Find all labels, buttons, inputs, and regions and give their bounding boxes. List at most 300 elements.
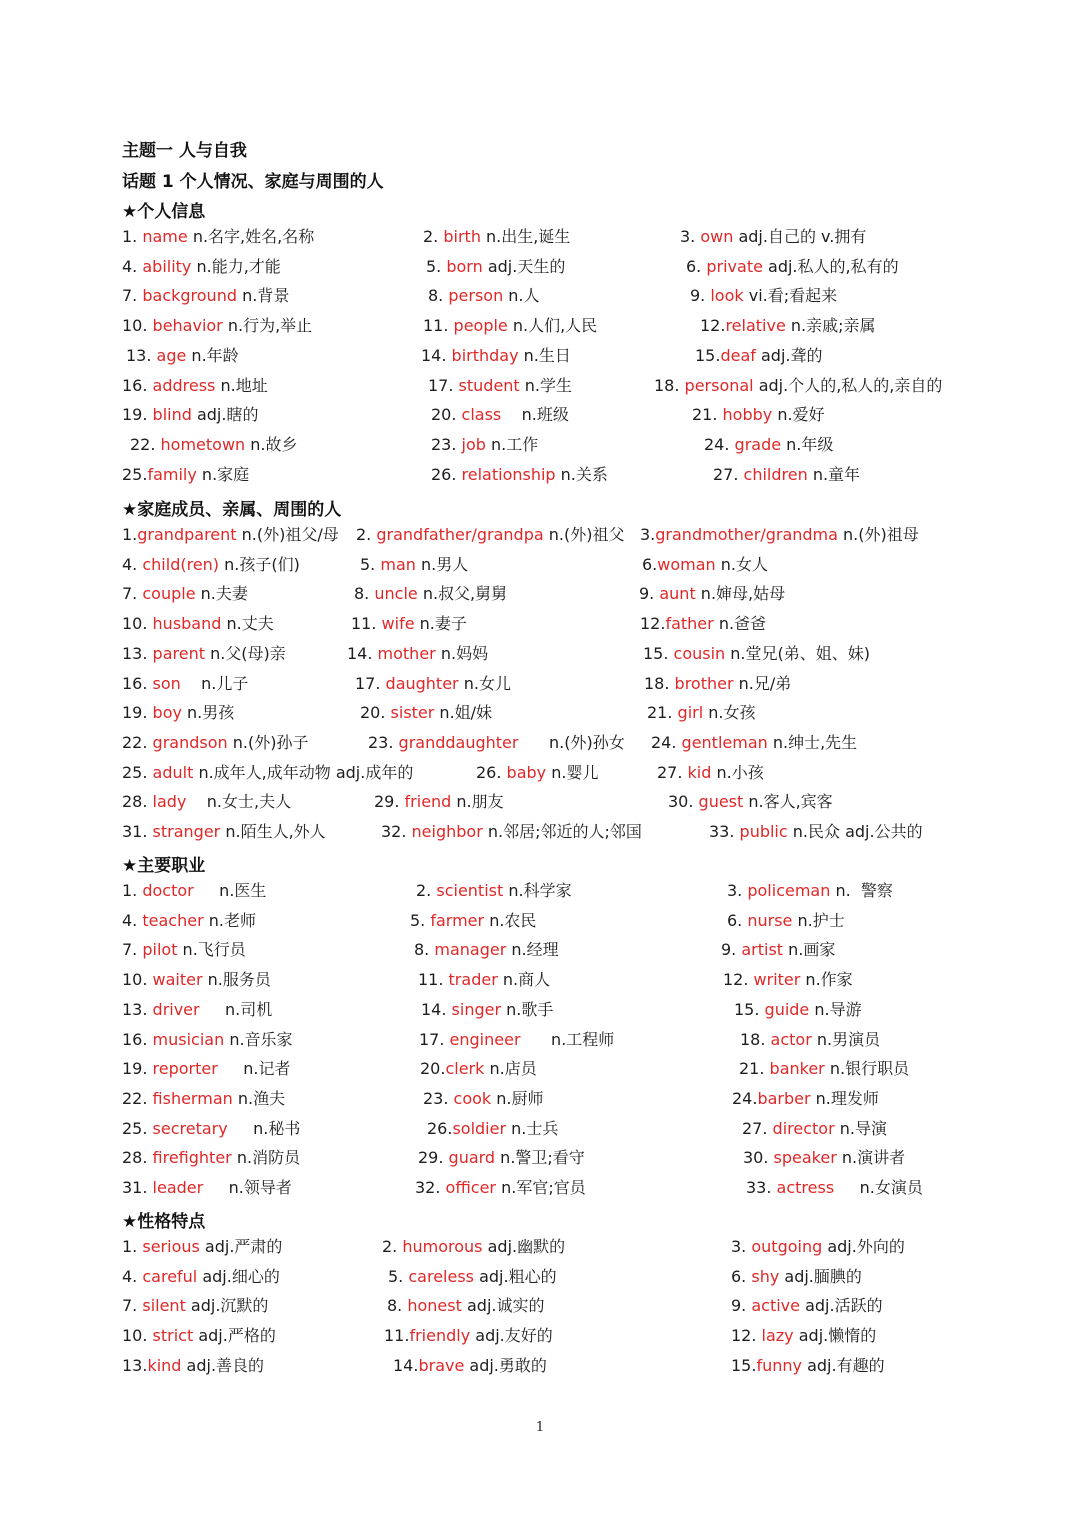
entry-definition: adj.有趣的 (801, 1355, 885, 1375)
vocab-entry (360, 703, 492, 723)
vocab-entry (122, 822, 326, 842)
entry-word: engineer (449, 1029, 521, 1049)
entry-definition: n.夫妻 (195, 584, 248, 604)
entry-word: people (453, 316, 508, 336)
theme-heading: 主题一 人与自我 (122, 141, 247, 161)
entry-definition: n.经理 (506, 940, 559, 960)
entry-word: strict (152, 1326, 194, 1346)
entry-number: 8. (354, 584, 375, 604)
entry-word: class (461, 405, 502, 425)
entry-word: policeman (747, 881, 831, 900)
entry-number: 14. (421, 345, 452, 365)
entry-definition: n.(外)孙女 (518, 733, 625, 753)
vocab-entry (122, 465, 249, 485)
entry-definition: adj.瞎的 (191, 405, 259, 425)
entry-word: reporter (152, 1059, 218, 1079)
entry-definition: adj.自己的 v.拥有 (733, 227, 867, 246)
entry-number: 6. (727, 910, 748, 930)
entry-number: 22. (122, 1089, 153, 1109)
entry-number: 9. (721, 940, 742, 960)
entry-word: relative (725, 316, 786, 336)
entry-definition: n.陌生人,外人 (220, 822, 326, 842)
entry-word: active (751, 1296, 800, 1316)
entry-number: 24. (651, 733, 682, 753)
entry-number: 19. (122, 1059, 153, 1079)
entry-number: 5. (426, 256, 447, 276)
entry-number: 12. (731, 1326, 762, 1346)
entry-number: 26. (476, 762, 507, 782)
entry-number: 21. (692, 405, 723, 425)
entry-number: 19. (122, 703, 153, 723)
entry-number: 15. (734, 999, 765, 1019)
vocab-entry (732, 1089, 879, 1109)
entry-definition: n.妈妈 (435, 643, 489, 663)
entry-word: banker (769, 1059, 825, 1079)
entry-number: 7. (122, 1296, 143, 1316)
entry-definition: n.婶母,姑母 (695, 584, 786, 604)
vocab-entry (731, 1267, 862, 1287)
entry-word: silent (142, 1296, 186, 1316)
vocab-entry (704, 435, 833, 455)
entry-word: gentleman (681, 733, 768, 753)
entry-definition: n.记者 (217, 1059, 291, 1079)
section-title: ★性格特点 (122, 1212, 206, 1232)
vocab-entry (700, 316, 876, 336)
vocab-entry (721, 940, 835, 960)
entry-word: speaker (773, 1148, 837, 1168)
vocab-entry (723, 970, 853, 990)
entry-number: 4. (122, 1266, 143, 1286)
entry-definition: n.叔父,舅舅 (417, 584, 508, 604)
vocab-entry (122, 940, 246, 960)
page-number: 1 (535, 1420, 545, 1435)
entry-definition: n.军官;官员 (496, 1178, 586, 1198)
entry-definition: n.孩子(们) (219, 554, 300, 574)
entry-definition: n.关系 (555, 464, 608, 484)
vocab-entry (122, 970, 271, 990)
section-title: ★家庭成员、亲属、周围的人 (122, 500, 342, 520)
vocab-entry (731, 1356, 885, 1376)
entry-word: humorous (402, 1237, 483, 1256)
vocab-entry (356, 525, 624, 545)
entry-word: behavior (152, 316, 223, 336)
entry-definition: n.导游 (809, 999, 862, 1019)
entry-word: friend (404, 792, 452, 812)
vocab-entry (360, 555, 468, 575)
entry-definition: n.行为,举止 (222, 316, 313, 336)
vocab-entry (654, 376, 942, 396)
vocab-entry (731, 1237, 905, 1257)
entry-number: 4. (122, 256, 143, 276)
entry-number: 7. (122, 940, 143, 960)
vocab-entry (742, 1119, 887, 1139)
entry-word: lady (152, 792, 187, 812)
entry-definition: adj.个人的,私人的,亲自的 (753, 375, 943, 395)
entry-word: blind (152, 405, 192, 425)
entry-word: born (446, 256, 483, 276)
entry-number: 4. (122, 554, 143, 574)
vocab-entry (657, 763, 764, 783)
entry-number: 16. (122, 1029, 153, 1049)
entry-number: 5. (388, 1266, 409, 1286)
entry-definition: adj.懒惰的 (793, 1326, 877, 1346)
entry-definition: n.士兵 (506, 1118, 559, 1138)
entry-word: couple (142, 584, 196, 604)
entry-number: 13. (126, 345, 157, 365)
entry-number: 5. (360, 554, 381, 574)
entry-definition: n.作家 (800, 970, 853, 990)
entry-word: person (448, 286, 504, 306)
entry-number: 8. (414, 940, 435, 960)
entry-number: 4. (122, 910, 143, 930)
entry-definition: adj.活跃的 (800, 1296, 883, 1316)
vocab-entry (709, 822, 923, 842)
vocab-entry (122, 881, 266, 901)
entry-definition: n.飞行员 (177, 940, 246, 960)
entry-number: 29. (418, 1148, 449, 1168)
entry-definition: n.女士,夫人 (186, 792, 292, 812)
entry-word: granddaughter (398, 733, 519, 753)
entry-definition: n.客人,宾客 (743, 792, 833, 812)
entry-number: 8. (387, 1296, 408, 1316)
vocab-entry (122, 525, 339, 545)
entry-definition: n.男人 (415, 554, 469, 574)
entry-number: 15. (695, 345, 721, 365)
entry-word: child(ren) (142, 554, 220, 574)
entry-definition: adj.严肃的 (199, 1237, 283, 1256)
entry-number: 3. (680, 227, 701, 246)
vocab-entry (122, 703, 234, 723)
entry-word: ability (142, 256, 192, 276)
vocab-entry (122, 614, 274, 634)
entry-number: 20. (420, 1059, 446, 1079)
vocab-entry (731, 1296, 883, 1316)
vocab-entry (368, 733, 625, 753)
entry-word: honest (407, 1296, 462, 1316)
entry-word: birth (443, 227, 481, 246)
entry-number: 23. (423, 1089, 454, 1109)
entry-definition: n.男孩 (181, 703, 235, 723)
vocab-entry (122, 644, 286, 664)
entry-word: farmer (430, 910, 485, 930)
entry-word: lazy (761, 1326, 794, 1346)
entry-word: aunt (659, 584, 696, 604)
entry-number: 22. (130, 435, 161, 455)
entry-word: friendly (409, 1326, 471, 1346)
entry-definition: n.(外)祖父 (543, 525, 625, 544)
vocab-entry (355, 674, 511, 694)
entry-word: serious (142, 1237, 200, 1256)
entry-number: 16. (122, 673, 153, 693)
entry-definition: n.(外)孙子 (227, 733, 309, 753)
entry-definition: n.导演 (834, 1118, 887, 1138)
entry-word: family (147, 464, 197, 484)
entry-word: hometown (160, 435, 246, 455)
vocab-entry (122, 1059, 291, 1079)
entry-word: grade (734, 435, 782, 455)
entry-word: hobby (722, 405, 773, 425)
entry-word: adult (152, 762, 194, 782)
entry-number: 11. (418, 970, 449, 990)
entry-definition: n.背景 (237, 286, 290, 306)
entry-word: manager (434, 940, 507, 960)
vocab-entry (122, 1030, 293, 1050)
entry-definition: n.(外)祖父/母 (236, 525, 339, 544)
entry-definition: n.民众 adj.公共的 (787, 822, 923, 842)
entry-number: 2. (356, 525, 377, 544)
entry-number: 13. (122, 643, 153, 663)
entry-definition: n.兄/弟 (733, 673, 792, 693)
entry-number: 9. (690, 286, 711, 306)
entry-word: brave (418, 1355, 465, 1375)
entry-number: 9. (731, 1296, 752, 1316)
vocab-entry (126, 346, 239, 366)
vocab-entry (643, 644, 870, 664)
entry-number: 30. (743, 1148, 774, 1168)
entry-definition: n.女人 (715, 554, 768, 574)
entry-number: 8. (428, 286, 449, 306)
topic-heading: 话题 1 个人情况、家庭与周围的人 (122, 172, 384, 192)
vocab-entry (640, 525, 919, 545)
entry-definition: adj.友好的 (470, 1326, 553, 1346)
vocab-entry (122, 555, 300, 575)
entry-word: firefighter (152, 1148, 232, 1168)
vocab-entry (122, 1296, 268, 1316)
vocab-entry (122, 227, 314, 247)
entry-definition: n.婴儿 (546, 762, 599, 782)
vocab-entry (734, 1000, 862, 1020)
entry-definition: n.工作 (485, 435, 539, 455)
entry-definition: adj.私人的,私有的 (762, 256, 899, 276)
vocab-entry (122, 733, 308, 753)
vocab-entry (122, 792, 291, 812)
entry-number: 20. (360, 703, 391, 723)
vocab-entry (418, 970, 550, 990)
entry-definition: n.银行职员 (824, 1059, 910, 1079)
vocab-entry (122, 1000, 272, 1020)
entry-word: artist (741, 940, 784, 960)
entry-word: cook (453, 1089, 492, 1109)
entry-number: 13. (122, 1355, 148, 1375)
entry-word: funny (756, 1355, 802, 1375)
entry-word: brother (674, 673, 734, 693)
entry-word: officer (445, 1178, 497, 1198)
entry-number: 29. (374, 792, 405, 812)
entry-definition: n.出生,诞生 (480, 227, 571, 246)
entry-word: age (156, 345, 187, 365)
entry-definition: n.年龄 (186, 345, 239, 365)
entry-word: private (706, 256, 763, 276)
entry-definition: n.童年 (807, 464, 861, 484)
vocab-entry (122, 286, 289, 306)
entry-number: 6. (642, 554, 658, 574)
entry-definition: n.理发师 (810, 1089, 879, 1109)
entry-number: 3. (727, 881, 748, 900)
vocab-entry (347, 644, 488, 664)
vocab-entry (122, 1178, 292, 1198)
entry-number: 20. (431, 405, 462, 425)
entry-number: 32. (381, 822, 412, 842)
vocab-entry (427, 1119, 558, 1139)
entry-word: stranger (152, 822, 221, 842)
entry-word: birthday (451, 345, 519, 365)
entry-word: boy (152, 703, 182, 723)
vocab-entry (727, 881, 893, 901)
vocab-entry (642, 555, 768, 575)
vocab-entry (122, 1089, 285, 1109)
entry-word: address (152, 375, 216, 395)
vocab-entry (122, 763, 413, 783)
entry-definition: n.家庭 (196, 464, 250, 484)
entry-number: 5. (410, 910, 431, 930)
entry-definition: n.人 (503, 286, 540, 306)
vocab-entry (410, 911, 536, 931)
entry-definition: n.秘书 (227, 1118, 301, 1138)
entry-number: 12. (640, 614, 666, 634)
entry-word: barber (757, 1089, 811, 1109)
entry-word: parent (152, 643, 205, 663)
entry-number: 17. (419, 1029, 450, 1049)
entry-number: 14. (421, 999, 452, 1019)
vocab-entry (418, 1148, 585, 1168)
entry-definition: n.画家 (783, 940, 836, 960)
entry-definition: n.科学家 (503, 881, 572, 900)
vocab-entry (668, 792, 833, 812)
vocab-entry (713, 465, 860, 485)
vocab-entry (122, 1237, 282, 1257)
vocab-entry (428, 376, 572, 396)
entry-definition: n.人们,人民 (507, 316, 598, 336)
entry-word: clerk (445, 1059, 485, 1079)
vocab-entry (639, 584, 785, 604)
entry-word: personal (684, 375, 754, 395)
entry-number: 28. (122, 792, 153, 812)
entry-word: uncle (374, 584, 418, 604)
entry-word: leader (152, 1178, 204, 1198)
entry-word: kid (687, 762, 712, 782)
entry-definition: n.老师 (203, 910, 256, 930)
entry-definition: adj.严格的 (193, 1326, 276, 1346)
entry-word: musician (152, 1029, 225, 1049)
entry-definition: n.儿子 (180, 673, 249, 693)
entry-number: 21. (739, 1059, 770, 1079)
vocab-entry (692, 405, 825, 425)
vocab-entry (695, 346, 822, 366)
entry-word: cousin (673, 643, 726, 663)
entry-definition: n.女儿 (458, 673, 511, 693)
entry-number: 14. (393, 1355, 419, 1375)
entry-number: 10. (122, 1326, 153, 1346)
entry-number: 23. (431, 435, 462, 455)
entry-number: 17. (428, 375, 459, 395)
entry-word: guard (448, 1148, 496, 1168)
entry-number: 33. (709, 822, 740, 842)
entry-word: doctor (142, 881, 194, 900)
entry-number: 1. (122, 1237, 143, 1256)
entry-number: 2. (416, 881, 437, 900)
entry-word: singer (451, 999, 502, 1019)
vocab-entry (431, 435, 538, 455)
vocab-entry (122, 1356, 264, 1376)
entry-definition: n.姐/妹 (434, 703, 493, 723)
entry-definition: n.朋友 (451, 792, 504, 812)
entry-word: man (380, 554, 416, 574)
entry-number: 6. (686, 256, 707, 276)
vocab-entry (421, 1000, 553, 1020)
entry-number: 24. (704, 435, 735, 455)
entry-word: actor (770, 1029, 812, 1049)
entry-definition: n.班级 (501, 405, 569, 425)
entry-definition: adj.幽默的 (482, 1237, 566, 1256)
entry-definition: n.消防员 (231, 1148, 301, 1168)
entry-number: 7. (122, 286, 143, 306)
entry-word: waiter (152, 970, 203, 990)
entry-word: grandfather/grandpa (376, 525, 544, 544)
vocab-entry (686, 257, 899, 277)
entry-definition: n.演讲者 (836, 1148, 906, 1168)
entry-number: 26. (431, 464, 462, 484)
entry-word: outgoing (751, 1237, 823, 1256)
vocab-entry (423, 316, 597, 336)
vocab-entry (393, 1356, 547, 1376)
entry-number: 1. (122, 525, 138, 544)
entry-definition: n.父(母)亲 (204, 643, 286, 663)
entry-number: 12. (723, 970, 754, 990)
entry-definition: adj.腼腆的 (779, 1266, 862, 1286)
entry-word: mother (377, 643, 436, 663)
entry-word: baby (506, 762, 547, 782)
entry-word: nurse (747, 910, 793, 930)
entry-number: 22. (122, 733, 153, 753)
entry-word: shy (751, 1266, 780, 1286)
entry-definition: n.成年人,成年动物 adj.成年的 (193, 762, 414, 782)
entry-number: 7. (122, 584, 143, 604)
entry-number: 6. (731, 1266, 752, 1286)
entry-definition: n.年级 (781, 435, 834, 455)
entry-definition: n.厨师 (491, 1089, 544, 1109)
entry-number: 16. (122, 375, 153, 395)
entry-definition: adj.细心的 (197, 1266, 280, 1286)
vocab-entry (426, 257, 565, 277)
entry-number: 13. (122, 999, 153, 1019)
entry-word: son (152, 673, 181, 693)
entry-word: relationship (461, 464, 556, 484)
entry-word: kind (147, 1355, 182, 1375)
entry-definition: n.音乐家 (224, 1029, 293, 1049)
entry-word: neighbor (411, 822, 483, 842)
vocab-entry (387, 1296, 544, 1316)
entry-definition: adj.沉默的 (185, 1296, 269, 1316)
entry-word: actress (776, 1178, 835, 1198)
entry-word: grandson (152, 733, 228, 753)
vocab-entry (351, 614, 467, 634)
entry-definition: n.妻子 (414, 614, 467, 634)
vocab-entry (122, 405, 258, 425)
vocab-entry (122, 911, 256, 931)
entry-definition: n.服务员 (202, 970, 271, 990)
entry-number: 11. (384, 1326, 410, 1346)
vocab-entry (727, 911, 845, 931)
entry-number: 21. (647, 703, 678, 723)
vocab-entry (130, 435, 298, 455)
vocab-entry (431, 465, 608, 485)
vocab-entry (421, 346, 571, 366)
entry-definition: n.(外)祖母 (837, 525, 919, 544)
vocab-entry (122, 316, 312, 336)
vocab-entry (416, 881, 572, 901)
entry-number: 18. (644, 673, 675, 693)
entry-definition: n.生日 (518, 345, 571, 365)
